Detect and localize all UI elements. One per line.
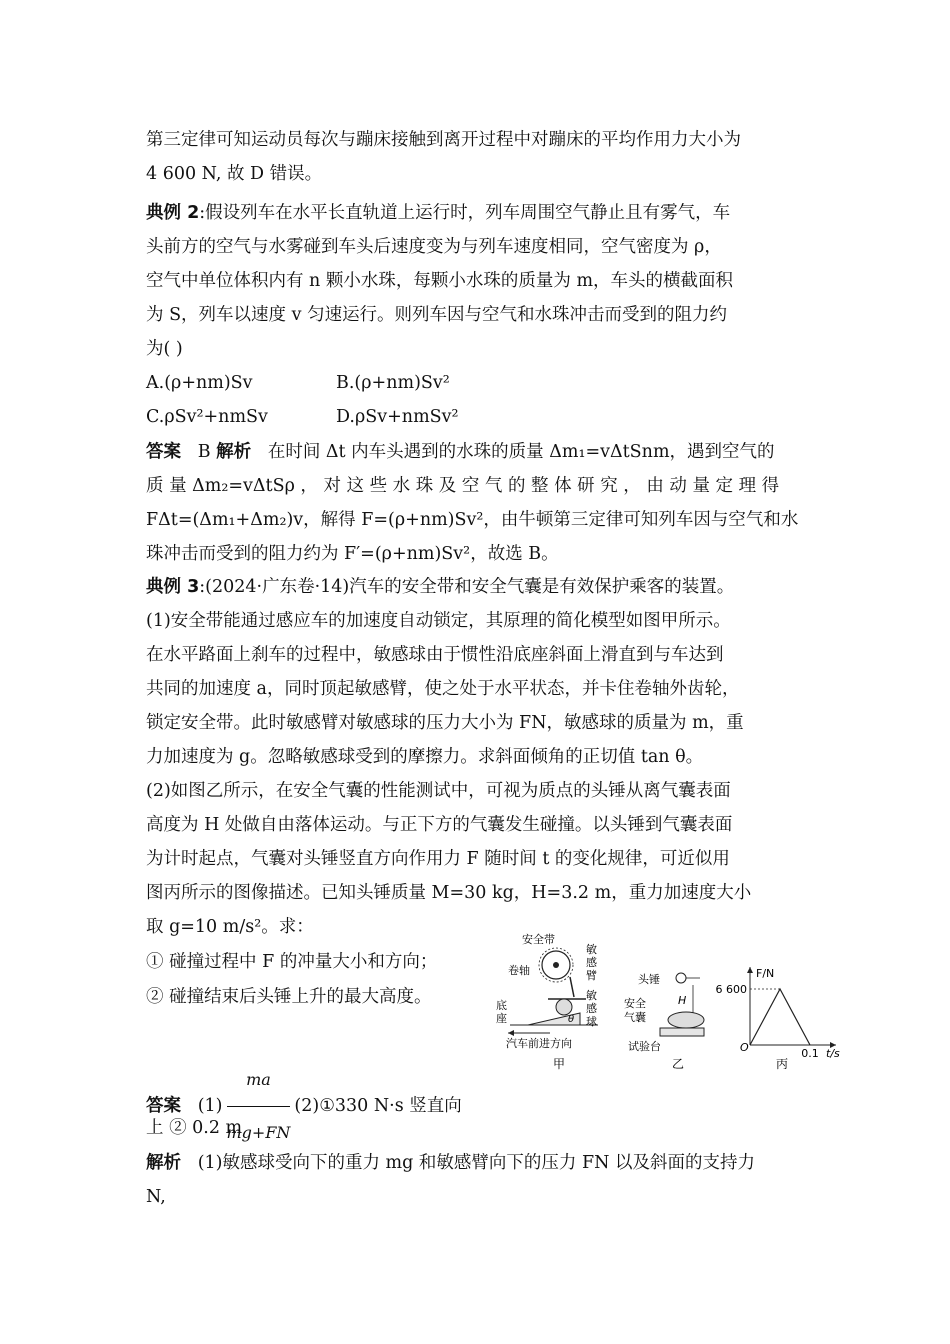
explanation-label: 解析 bbox=[146, 1153, 181, 1173]
example-3-line-1: 典例 3:(2024·广东卷·14)汽车的安全带和安全气囊是有效保护乘客的装置。 bbox=[146, 577, 735, 597]
text-line: 第三定律可知运动员每次与蹦床接触到离开过程中对蹦床的平均作用力大小为 bbox=[146, 130, 741, 150]
option-a: A.(ρ+nm)Sv bbox=[146, 373, 253, 393]
answer-fraction: $\frac{ma}{mg+FN}$ bbox=[227, 1055, 291, 1158]
text-line: 为 S，列车以速度 v 匀速运行。则列车因与空气和水珠冲击而受到的阻力约 bbox=[146, 305, 728, 325]
label: 试验台 bbox=[628, 1040, 661, 1053]
svg-text:球: 球 bbox=[586, 1015, 597, 1028]
option-d: D.ρSv+nmSv² bbox=[336, 407, 459, 427]
label: 汽车前进方向 bbox=[506, 1037, 572, 1050]
test-bench bbox=[660, 1028, 704, 1036]
airbag bbox=[668, 1012, 704, 1028]
svg-text:感: 感 bbox=[586, 956, 597, 969]
x-axis-label: t/s bbox=[826, 1047, 840, 1060]
text-line: 图丙所示的图像描述。已知头锤质量 M=30 kg，H=3.2 m，重力加速度大小 bbox=[146, 883, 752, 903]
caption-jia: 甲 bbox=[553, 1057, 566, 1071]
text-line: (1)安全带能通过感应车的加速度自动锁定，其原理的简化模型如图甲所示。 bbox=[146, 611, 731, 631]
caption-bing: 丙 bbox=[776, 1057, 789, 1071]
figures-svg bbox=[488, 925, 838, 1075]
explanation-3-line-1: 解析 (1)敏感球受向下的重力 mg 和敏感臂向下的压力 FN 以及斜面的支持力 bbox=[146, 1153, 755, 1173]
example-2-line-1: 典例 2:假设列车在水平长直轨道上运行时，列车周围空气静止且有雾气，车 bbox=[146, 203, 731, 223]
label: 敏 bbox=[586, 943, 597, 956]
option-c: C.ρSv²+nmSv bbox=[146, 407, 268, 427]
figure-yi bbox=[624, 972, 704, 1071]
y-axis-label: F/N bbox=[756, 967, 775, 980]
text-line: 质 量 Δm₂=vΔtSρ ， 对 这 些 水 珠 及 空 气 的 整 体 研 究 ， 由 动 量 定 理 得 bbox=[146, 476, 780, 496]
svg-text:底: 底 bbox=[496, 999, 507, 1012]
text-line: 头前方的空气与水雾碰到车头后速度变为与列车速度相同，空气密度为 ρ， bbox=[146, 237, 722, 257]
text-line: N, bbox=[146, 1187, 166, 1207]
label: 卷轴 bbox=[508, 964, 530, 977]
answer-label: 答案 bbox=[146, 1096, 181, 1116]
text-line: (2)如图乙所示，在安全气囊的性能测试中，可视为质点的头锤从离气囊表面 bbox=[146, 781, 731, 801]
answer-3-line-1: 答案 (1) $\frac{ma}{mg+FN}$ (2)①330 N·s 竖直向 bbox=[146, 1055, 462, 1158]
x-tick-label: 0.1 bbox=[801, 1047, 819, 1060]
svg-text:座: 座 bbox=[496, 1012, 507, 1025]
height-label: H bbox=[678, 994, 687, 1007]
theta-label: θ bbox=[568, 1014, 575, 1025]
text-line: 取 g=10 m/s²。求： bbox=[146, 917, 314, 937]
text-line: 为( ) bbox=[146, 339, 183, 359]
text-line: 为计时起点，气囊对头锤竖直方向作用力 F 随时间 t 的变化规律，可近似用 bbox=[146, 849, 730, 869]
text-line: 4 600 N, 故 D 错误。 bbox=[146, 164, 323, 184]
y-tick-label: 6 600 bbox=[715, 983, 747, 996]
label: 安全带 bbox=[522, 933, 555, 946]
svg-text:安全: 安全 bbox=[624, 997, 646, 1010]
option-b: B.(ρ+nm)Sv² bbox=[336, 373, 450, 393]
figure-group bbox=[488, 925, 838, 1075]
answer-2-line-1: 答案 B 解析 在时间 Δt 内车头遇到的水珠的质量 Δm₁=vΔtSnm，遇到空气的 bbox=[146, 442, 775, 462]
text-line: 上 ② 0.2 m bbox=[146, 1118, 243, 1138]
text-line: FΔt=(Δm₁+Δm₂)v，解得 F=(ρ+nm)Sv²，由牛顿第三定律可知列车因与空气和水 bbox=[146, 510, 799, 530]
text-line: 空气中单位体积内有 n 颗小水珠，每颗小水珠的质量为 m，车头的横截面积 bbox=[146, 271, 734, 291]
explanation-label: 解析 bbox=[216, 442, 252, 462]
svg-text:气囊: 气囊 bbox=[624, 1011, 646, 1024]
text-line: 在水平路面上刹车的过程中，敏感球由于惯性沿底座斜面上滑直到与车达到 bbox=[146, 645, 724, 665]
force-series-line bbox=[750, 989, 810, 1045]
text-line: 共同的加速度 a，同时顶起敏感臂，使之处于水平状态，并卡住卷轴外齿轮， bbox=[146, 679, 740, 699]
text-line: 力加速度为 g。忽略敏感球受到的摩擦力。求斜面倾角的正切值 tan θ。 bbox=[146, 747, 704, 767]
question-2: ② 碰撞结束后头锤上升的最大高度。 bbox=[146, 987, 432, 1007]
question-1: ① 碰撞过程中 F 的冲量大小和方向； bbox=[146, 952, 438, 972]
answer-label: 答案 bbox=[146, 442, 181, 462]
text-line: 高度为 H 处做自由落体运动。与正下方的气囊发生碰撞。以头锤到气囊表面 bbox=[146, 815, 733, 835]
head-hammer bbox=[676, 973, 686, 983]
sensitive-arm bbox=[570, 977, 574, 997]
text-line: 锁定安全带。此时敏感臂对敏感球的压力大小为 FN，敏感球的质量为 m，重 bbox=[146, 713, 744, 733]
origin-label: O bbox=[740, 1041, 749, 1054]
svg-text:感: 感 bbox=[586, 1002, 597, 1015]
figure-jia bbox=[496, 932, 598, 1071]
y-axis-arrow bbox=[747, 967, 753, 973]
svg-text:敏: 敏 bbox=[586, 989, 597, 1002]
label: 头锤 bbox=[638, 973, 660, 986]
text-line: 珠冲击而受到的阻力约为 F′=(ρ+nm)Sv²，故选 B。 bbox=[146, 544, 559, 564]
svg-text:臂: 臂 bbox=[586, 969, 597, 982]
caption-yi: 乙 bbox=[672, 1057, 685, 1071]
sensitive-ball bbox=[556, 999, 572, 1015]
example-label: 典例 2 bbox=[146, 203, 200, 223]
figure-bing bbox=[716, 967, 841, 1071]
example-label: 典例 3 bbox=[146, 577, 200, 597]
